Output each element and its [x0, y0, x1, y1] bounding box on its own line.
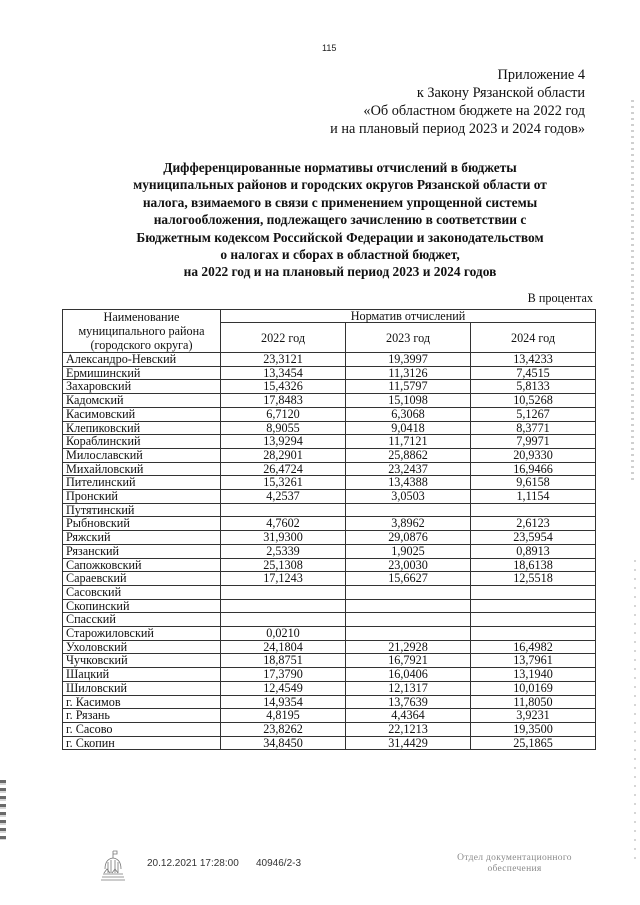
- row-name: Сапожковский: [63, 558, 221, 572]
- cell-2022: 34,8450: [221, 736, 346, 750]
- cell-2022: 23,3121: [221, 353, 346, 367]
- cell-2024: 10,0169: [471, 681, 596, 695]
- table-row: [63, 709, 596, 723]
- cell-2024: 20,9330: [471, 448, 596, 462]
- cell-2024: [471, 599, 596, 613]
- cell-2024: 7,4515: [471, 366, 596, 380]
- cell-2024: [471, 627, 596, 641]
- row-name: Кораблинский: [63, 435, 221, 449]
- cell-2023: 1,9025: [346, 544, 471, 558]
- appendix-line-4: и на плановый период 2023 и 2024 годов»: [330, 121, 585, 137]
- cell-2023: 11,3126: [346, 366, 471, 380]
- cell-2023: 6,3068: [346, 407, 471, 421]
- cell-2022: [221, 599, 346, 613]
- document-title: [90, 159, 590, 281]
- cell-2023: 25,8862: [346, 448, 471, 462]
- table-row: [63, 476, 596, 490]
- cell-2023: [346, 585, 471, 599]
- cell-2023: 19,3997: [346, 353, 471, 367]
- cell-2024: 9,6158: [471, 476, 596, 490]
- cell-2024: 10,5268: [471, 394, 596, 408]
- header-year-2024: 2024 год: [471, 323, 596, 353]
- cell-2024: [471, 585, 596, 599]
- cell-2022: 6,7120: [221, 407, 346, 421]
- cell-2024: [471, 503, 596, 517]
- cell-2022: 26,4724: [221, 462, 346, 476]
- table-row: [63, 544, 596, 558]
- page-number: 115: [322, 43, 337, 53]
- table-row: [63, 380, 596, 394]
- cell-2022: 13,9294: [221, 435, 346, 449]
- cell-2022: 4,7602: [221, 517, 346, 531]
- cell-2023: 21,2928: [346, 640, 471, 654]
- cell-2022: 4,2537: [221, 490, 346, 504]
- cell-2022: 28,2901: [221, 448, 346, 462]
- building-emblem-icon: [100, 849, 126, 883]
- row-name: Александро-Невский: [63, 353, 221, 367]
- table-row: [63, 668, 596, 682]
- table-row: [63, 435, 596, 449]
- row-name: Клепиковский: [63, 421, 221, 435]
- cell-2024: 13,7961: [471, 654, 596, 668]
- cell-2022: 8,9055: [221, 421, 346, 435]
- footer-datetime: 20.12.2021 17:28:00: [147, 858, 239, 869]
- cell-2024: 1,1154: [471, 490, 596, 504]
- table-row: [63, 353, 596, 367]
- cell-2023: 9,0418: [346, 421, 471, 435]
- row-name: Ряжский: [63, 531, 221, 545]
- cell-2022: 24,1804: [221, 640, 346, 654]
- row-name: Кадомский: [63, 394, 221, 408]
- table-row: [63, 531, 596, 545]
- stamp-line-1: Отдел документационного: [457, 853, 572, 863]
- title-line: налога, взимаемого в связи с применением упрощенной системы: [142, 194, 538, 210]
- table-row: [63, 585, 596, 599]
- cell-2024: 16,9466: [471, 462, 596, 476]
- cell-2024: 5,1267: [471, 407, 596, 421]
- units-label: В процентах: [527, 291, 593, 305]
- table-row: [63, 448, 596, 462]
- appendix-line-1: Приложение 4: [497, 67, 585, 83]
- cell-2023: 16,0406: [346, 668, 471, 682]
- title-line: Бюджетным кодексом Российской Федерации и законодательством: [136, 229, 544, 245]
- cell-2023: 16,7921: [346, 654, 471, 668]
- appendix-line-2: к Закону Рязанской области: [416, 85, 585, 101]
- cell-2022: 25,1308: [221, 558, 346, 572]
- cell-2023: [346, 627, 471, 641]
- row-name: Ухоловский: [63, 640, 221, 654]
- cell-2024: 3,9231: [471, 709, 596, 723]
- row-name: г. Скопин: [63, 736, 221, 750]
- cell-2023: 23,0030: [346, 558, 471, 572]
- table-body: [63, 353, 596, 750]
- table-row: [63, 613, 596, 627]
- title-line: на 2022 год и на плановый период 2023 и 2024 годов: [183, 264, 497, 280]
- table-row: [63, 490, 596, 504]
- cell-2022: 23,8262: [221, 722, 346, 736]
- cell-2023: 4,4364: [346, 709, 471, 723]
- cell-2022: 13,3454: [221, 366, 346, 380]
- table-row: [63, 681, 596, 695]
- cell-2024: 13,1940: [471, 668, 596, 682]
- row-name: Ермишинский: [63, 366, 221, 380]
- norms-table: [62, 309, 596, 750]
- cell-2022: 15,4326: [221, 380, 346, 394]
- cell-2023: 29,0876: [346, 531, 471, 545]
- cell-2022: 17,8483: [221, 394, 346, 408]
- cell-2022: 17,3790: [221, 668, 346, 682]
- cell-2024: 13,4233: [471, 353, 596, 367]
- title-line: налогообложения, подлежащего зачислению в соответствии с: [153, 212, 527, 228]
- table-row: [63, 421, 596, 435]
- appendix-line-3: «Об областном бюджете на 2022 год: [363, 103, 585, 119]
- cell-2024: 0,8913: [471, 544, 596, 558]
- row-name: Старожиловский: [63, 627, 221, 641]
- row-name: Рыбновский: [63, 517, 221, 531]
- cell-2023: 31,4429: [346, 736, 471, 750]
- row-name: Захаровский: [63, 380, 221, 394]
- cell-2023: 13,7639: [346, 695, 471, 709]
- cell-2024: 23,5954: [471, 531, 596, 545]
- table-row: [63, 503, 596, 517]
- cell-2023: 15,6627: [346, 572, 471, 586]
- cell-2024: 18,6138: [471, 558, 596, 572]
- cell-2024: 25,1865: [471, 736, 596, 750]
- table-row: [63, 722, 596, 736]
- table-row: [63, 366, 596, 380]
- scan-margin-marks: [634, 560, 636, 860]
- cell-2023: 11,5797: [346, 380, 471, 394]
- scan-edge-marks: [0, 780, 6, 840]
- cell-2024: 16,4982: [471, 640, 596, 654]
- table-row: [63, 462, 596, 476]
- cell-2022: 4,8195: [221, 709, 346, 723]
- header-group: Норматив отчислений: [221, 310, 596, 323]
- row-name: Путятинский: [63, 503, 221, 517]
- footer-doc-number: 40946/2-3: [256, 858, 302, 869]
- table-row: [63, 599, 596, 613]
- cell-2022: 14,9354: [221, 695, 346, 709]
- header-name: Наименование муниципального района (городского округа): [63, 310, 221, 353]
- department-stamp: [432, 853, 597, 875]
- title-line: о налогах и сборах в областной бюджет,: [220, 247, 460, 263]
- row-name: г. Касимов: [63, 695, 221, 709]
- cell-2022: [221, 613, 346, 627]
- cell-2022: 18,8751: [221, 654, 346, 668]
- cell-2023: [346, 599, 471, 613]
- cell-2022: 31,9300: [221, 531, 346, 545]
- table-row: [63, 695, 596, 709]
- table-row: [63, 627, 596, 641]
- cell-2024: [471, 613, 596, 627]
- row-name: Михайловский: [63, 462, 221, 476]
- row-name: Чучковский: [63, 654, 221, 668]
- cell-2024: 7,9971: [471, 435, 596, 449]
- cell-2023: 3,0503: [346, 490, 471, 504]
- cell-2022: 0,0210: [221, 627, 346, 641]
- title-line: муниципальных районов и городских округов Рязанской области от: [133, 177, 547, 193]
- appendix-header: [330, 66, 585, 138]
- row-name: Сасовский: [63, 585, 221, 599]
- table-row: [63, 736, 596, 750]
- row-name: Пителинский: [63, 476, 221, 490]
- cell-2022: 17,1243: [221, 572, 346, 586]
- table-row: [63, 654, 596, 668]
- stamp-line-2: обеспечения: [487, 864, 542, 874]
- cell-2023: 15,1098: [346, 394, 471, 408]
- header-year-2023: 2023 год: [346, 323, 471, 353]
- cell-2022: 12,4549: [221, 681, 346, 695]
- cell-2024: 2,6123: [471, 517, 596, 531]
- row-name: г. Сасово: [63, 722, 221, 736]
- cell-2024: 12,5518: [471, 572, 596, 586]
- cell-2022: [221, 503, 346, 517]
- cell-2023: 23,2437: [346, 462, 471, 476]
- cell-2023: 13,4388: [346, 476, 471, 490]
- cell-2023: 12,1317: [346, 681, 471, 695]
- cell-2023: 3,8962: [346, 517, 471, 531]
- table-row: [63, 640, 596, 654]
- row-name: Спасский: [63, 613, 221, 627]
- header-year-2022: 2022 год: [221, 323, 346, 353]
- table-row: [63, 558, 596, 572]
- row-name: Рязанский: [63, 544, 221, 558]
- row-name: Милославский: [63, 448, 221, 462]
- cell-2023: 22,1213: [346, 722, 471, 736]
- cell-2022: 15,3261: [221, 476, 346, 490]
- row-name: Пронский: [63, 490, 221, 504]
- table-row: [63, 517, 596, 531]
- cell-2024: 19,3500: [471, 722, 596, 736]
- row-name: Шиловский: [63, 681, 221, 695]
- title-line: Дифференцированные нормативы отчислений в бюджеты: [163, 160, 517, 175]
- row-name: Касимовский: [63, 407, 221, 421]
- table-row: [63, 407, 596, 421]
- row-name: Сараевский: [63, 572, 221, 586]
- cell-2023: [346, 613, 471, 627]
- row-name: г. Рязань: [63, 709, 221, 723]
- cell-2024: 8,3771: [471, 421, 596, 435]
- row-name: Скопинский: [63, 599, 221, 613]
- cell-2023: 11,7121: [346, 435, 471, 449]
- row-name: Шацкий: [63, 668, 221, 682]
- cell-2024: 5,8133: [471, 380, 596, 394]
- cell-2024: 11,8050: [471, 695, 596, 709]
- cell-2022: [221, 585, 346, 599]
- cell-2023: [346, 503, 471, 517]
- table-row: [63, 572, 596, 586]
- cell-2022: 2,5339: [221, 544, 346, 558]
- scan-margin-marks: [631, 100, 634, 480]
- table-row: [63, 394, 596, 408]
